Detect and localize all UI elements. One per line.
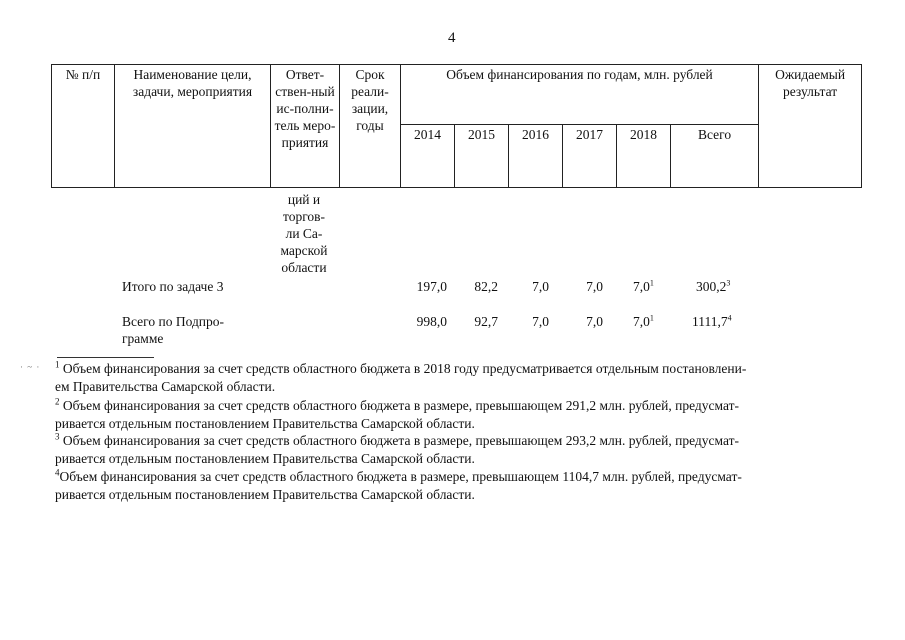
row1-total — [696, 278, 730, 295]
row2-2018 — [633, 313, 654, 330]
footnote-3 — [55, 432, 863, 467]
row1-2018-value: 7,0 — [633, 279, 650, 294]
row1-total-value: 300,2 — [696, 279, 727, 294]
pen-mark: · ~ · — [20, 362, 41, 372]
header-year-2018: 2018 — [617, 124, 671, 187]
footnote-ref: 4 — [727, 313, 732, 323]
row2-total — [692, 313, 732, 330]
row1-2016: 7,0 — [532, 279, 549, 294]
header-name: Наименование цели, задачи, мероприятия — [115, 65, 271, 188]
header-funding: Объем финансирования по годам, млн. рублей — [401, 65, 759, 125]
header-year-2016: 2016 — [509, 124, 563, 187]
row1-2017: 7,0 — [586, 279, 603, 294]
footnote-text: ем Правительства Самарской области. — [55, 378, 276, 394]
table-header — [51, 64, 862, 188]
header-result: Ожидаемый результат — [759, 65, 862, 188]
row2-2016: 7,0 — [532, 314, 549, 329]
footnote-text: ривается отдельным постановлением Правительства Самарской области. — [55, 415, 475, 431]
row2-2014: 998,0 — [416, 314, 447, 329]
footnote-text: Объем финансирования за счет средств областного бюджета в размере, превышающем 291,2 млн. рублей, предусмат- — [62, 398, 739, 413]
header-year-2014: 2014 — [401, 124, 455, 187]
footnote-ref: 1 — [649, 313, 654, 323]
row-label-subprogram-total — [122, 313, 224, 347]
footnote-mark: 3 — [55, 431, 60, 442]
footnote-text: Объем финансирования за счет средств областного бюджета в размере, превышающем 1104,7 млн. рублей, предусмат- — [59, 469, 742, 484]
footnote-mark: 4 — [55, 467, 60, 478]
footnote-mark: 1 — [55, 359, 60, 370]
header-num: № п/п — [52, 65, 115, 188]
footnote-mark: 2 — [55, 396, 60, 407]
footnote-ref: 3 — [726, 278, 731, 288]
footnote-text: Объем финансирования за счет средств областного бюджета в размере, превышающем 293,2 млн. рублей, предусмат- — [62, 433, 739, 448]
page-number: 4 — [448, 30, 456, 46]
header-year-2017: 2017 — [563, 124, 617, 187]
footnote-text: Объем финансирования за счет средств областного бюджета в 2018 году предусматривается отдельным постановлени- — [62, 361, 747, 376]
footnote-ref: 1 — [649, 278, 654, 288]
continuation-line: ций и — [287, 192, 321, 207]
header-year-2015: 2015 — [455, 124, 509, 187]
header-total: Всего — [671, 124, 759, 187]
continuation-line: марской — [280, 243, 328, 258]
footnote-text: ривается отдельным постановлением Правительства Самарской области. — [55, 450, 475, 466]
row1-2018 — [633, 278, 654, 295]
row1-2015: 82,2 — [474, 279, 498, 294]
footnote-2 — [55, 397, 863, 432]
continuation-line: торгов- — [282, 209, 326, 224]
row2-2015: 92,7 — [474, 314, 498, 329]
footnote-1 — [55, 360, 863, 395]
row2-total-value: 1111,7 — [692, 314, 728, 329]
continuation-line: ли Са- — [285, 226, 323, 241]
footnote-separator — [57, 357, 154, 358]
responsible-continuation — [271, 191, 337, 276]
continuation-line: области — [281, 260, 327, 275]
row-label-task3-total: Итого по задаче 3 — [122, 279, 224, 294]
row-label-line: Всего по Подпро- — [122, 314, 225, 329]
row2-2018-value: 7,0 — [633, 314, 650, 329]
row2-2017: 7,0 — [586, 314, 603, 329]
footnote-text: ривается отдельным постановлением Правительства Самарской области. — [55, 486, 475, 502]
footnote-4 — [55, 468, 863, 503]
row-label-line: грамме — [122, 331, 164, 346]
header-responsible: Ответ-ствен-ный ис-полни-тель меро-приятия — [271, 65, 340, 188]
row1-2014: 197,0 — [416, 279, 447, 294]
header-term: Срок реали-зации, годы — [340, 65, 401, 188]
